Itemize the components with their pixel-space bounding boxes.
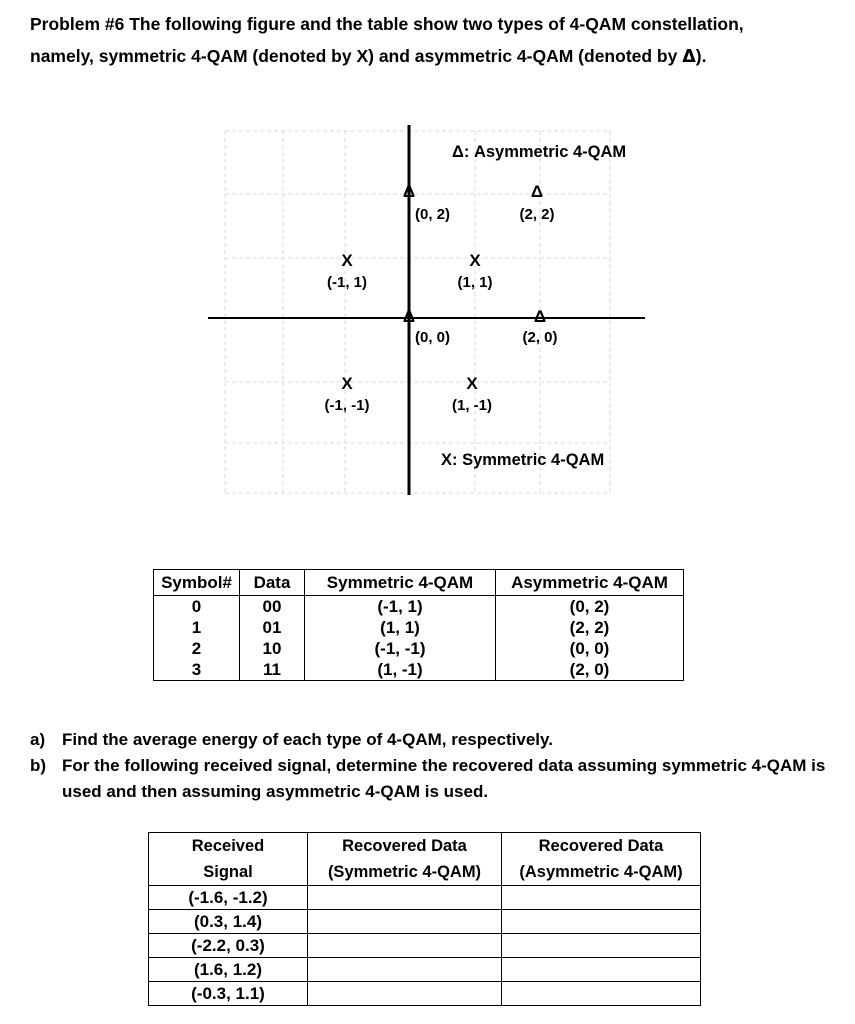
cell-symmetric: (-1, -1): [305, 638, 496, 659]
point-label-0-0: (0, 0): [415, 329, 451, 346]
cell-asymmetric: (2, 2): [496, 617, 684, 638]
point-label-1-1: (1, 1): [457, 274, 493, 291]
answer-cell-asymmetric[interactable]: [502, 958, 701, 982]
cell-symmetric: (1, -1): [305, 659, 496, 681]
cell-symbol: 1: [154, 617, 240, 638]
cell-signal: (-0.3, 1.1): [149, 982, 308, 1006]
question-a: [30, 727, 830, 753]
header-symbol: Symbol#: [154, 570, 240, 596]
cell-symbol: 2: [154, 638, 240, 659]
header-asymmetric-sub: (Asymmetric 4-QAM): [502, 859, 701, 886]
question-b: [30, 753, 830, 805]
table-header-row: [149, 859, 701, 886]
cell-symmetric: (1, 1): [305, 617, 496, 638]
cell-signal: (-1.6, -1.2): [149, 886, 308, 910]
cell-signal: (-2.2, 0.3): [149, 934, 308, 958]
table-row: [154, 596, 684, 618]
asymmetric-legend: Δ: Asymmetric 4-QAM: [452, 143, 627, 161]
x-marker-1-neg1: X: [466, 374, 478, 393]
header-symmetric-sub: (Symmetric 4-QAM): [308, 859, 502, 886]
received-signal-table: [148, 832, 701, 1006]
question-label: b): [30, 756, 47, 775]
x-marker-1-1: X: [469, 251, 481, 270]
cell-symbol: 3: [154, 659, 240, 681]
header-asymmetric: Asymmetric 4-QAM: [496, 570, 684, 596]
cell-asymmetric: (2, 0): [496, 659, 684, 681]
x-marker-neg1-1: X: [341, 251, 353, 270]
table-row: [149, 886, 701, 910]
point-label-2-2: (2, 2): [519, 206, 555, 223]
problem-line-2-prefix: namely, symmetric 4-QAM (denoted by: [30, 46, 357, 66]
cell-data: 11: [240, 659, 305, 681]
cell-symbol: 0: [154, 596, 240, 618]
cell-signal: (0.3, 1.4): [149, 910, 308, 934]
symbol-x: X: [356, 46, 369, 66]
symbol-delta: Δ: [682, 47, 696, 67]
cell-signal: (1.6, 1.2): [149, 958, 308, 982]
constellation-mapping-table: [153, 569, 684, 681]
cell-data: 10: [240, 638, 305, 659]
point-label-1-neg1: (1, -1): [451, 397, 493, 414]
cell-data: 00: [240, 596, 305, 618]
question-label: a): [30, 730, 46, 749]
table-row: [149, 910, 701, 934]
answer-cell-symmetric[interactable]: [308, 958, 502, 982]
point-label-neg1-1: (-1, 1): [326, 274, 368, 291]
table-header-row: [154, 570, 684, 596]
header-symmetric: Symmetric 4-QAM: [305, 570, 496, 596]
symmetric-legend: X: Symmetric 4-QAM: [441, 451, 605, 469]
answer-cell-asymmetric[interactable]: [502, 886, 701, 910]
table-row: [149, 958, 701, 982]
problem-line-1: Problem #6 The following figure and the table show two types of 4-QAM constellation,: [30, 14, 744, 34]
cell-asymmetric: (0, 0): [496, 638, 684, 659]
cell-asymmetric: (0, 2): [496, 596, 684, 618]
delta-marker-2-0: Δ: [533, 307, 547, 326]
question-text: Find the average energy of each type of 4-QAM, respectively.: [62, 730, 553, 749]
problem-line-2-suffix: ).: [695, 46, 707, 66]
header-recovered-asymmetric: Recovered Data: [502, 833, 701, 860]
answer-cell-symmetric[interactable]: [308, 982, 502, 1006]
cell-data: 01: [240, 617, 305, 638]
answer-cell-asymmetric[interactable]: [502, 982, 701, 1006]
header-received: Received: [149, 833, 308, 860]
delta-marker-0-2: Δ: [402, 182, 416, 201]
x-marker-neg1-neg1: X: [341, 374, 353, 393]
table-header-row: [149, 833, 701, 860]
point-label-0-2: (0, 2): [415, 206, 451, 223]
problem-line-2-mid: ) and asymmetric 4-QAM (denoted by: [368, 46, 683, 66]
delta-marker-0-0: Δ: [402, 307, 416, 326]
grid: [225, 131, 610, 493]
answer-cell-symmetric[interactable]: [308, 886, 502, 910]
answer-cell-asymmetric[interactable]: [502, 934, 701, 958]
point-label-2-0: (2, 0): [522, 329, 558, 346]
questions-list: [30, 727, 830, 805]
cell-symmetric: (-1, 1): [305, 596, 496, 618]
answer-cell-symmetric[interactable]: [308, 910, 502, 934]
header-recovered-symmetric: Recovered Data: [308, 833, 502, 860]
point-label-neg1-neg1: (-1, -1): [324, 397, 370, 414]
header-data: Data: [240, 570, 305, 596]
table-row: [149, 982, 701, 1006]
answer-cell-symmetric[interactable]: [308, 934, 502, 958]
question-text: For the following received signal, determine the recovered data assuming symmetric 4-QAM is used and then assuming asymmetric 4-QAM is used.: [62, 756, 826, 801]
header-signal: Signal: [149, 859, 308, 886]
answer-cell-asymmetric[interactable]: [502, 910, 701, 934]
delta-marker-2-2: Δ: [530, 182, 544, 201]
table-row: [149, 934, 701, 958]
table-row: [154, 659, 684, 681]
table-row: [154, 617, 684, 638]
table-row: [154, 638, 684, 659]
